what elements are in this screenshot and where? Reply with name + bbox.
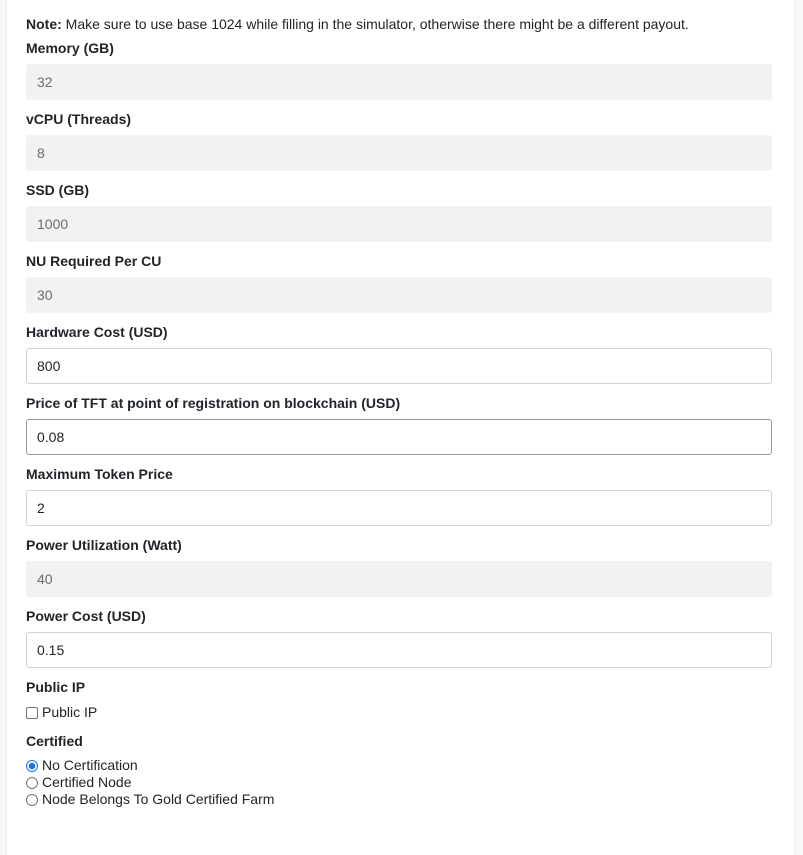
public-ip-field xyxy=(26,678,772,721)
gold-certified-farm-label[interactable]: Node Belongs To Gold Certified Farm xyxy=(42,791,275,807)
hardware-cost-field xyxy=(26,323,772,384)
vcpu-field xyxy=(26,110,772,171)
note-text xyxy=(26,15,689,33)
certified-label: Certified xyxy=(26,733,83,749)
nu-label: NU Required Per CU xyxy=(26,253,162,269)
note-body: Make sure to use base 1024 while filling in the simulator, otherwise there might be a different payout. xyxy=(61,16,689,32)
note-label: Note: xyxy=(26,16,62,32)
no-certification-label[interactable]: No Certification xyxy=(42,757,138,773)
radio-certified-node[interactable] xyxy=(26,777,38,789)
hardware-cost-label: Hardware Cost (USD) xyxy=(26,324,168,340)
form-card xyxy=(6,0,795,855)
power-cost-input[interactable]: 0.15 xyxy=(26,632,772,668)
certified-field xyxy=(26,732,772,808)
public-ip-option[interactable] xyxy=(26,704,772,721)
certification-option-certified-node[interactable] xyxy=(26,774,772,791)
power-cost-field xyxy=(26,607,772,668)
power-utilization-input[interactable]: 40 xyxy=(26,561,772,597)
certified-node-label[interactable]: Certified Node xyxy=(42,774,132,790)
nu-field xyxy=(26,252,772,313)
max-token-price-input[interactable]: 2 xyxy=(26,490,772,526)
ssd-field xyxy=(26,181,772,242)
memory-label: Memory (GB) xyxy=(26,40,114,56)
power-cost-label: Power Cost (USD) xyxy=(26,608,146,624)
vcpu-label: vCPU (Threads) xyxy=(26,111,132,127)
ssd-label: SSD (GB) xyxy=(26,182,89,198)
radio-gold-certified-farm[interactable] xyxy=(26,794,38,806)
hardware-cost-input[interactable]: 800 xyxy=(26,348,772,384)
ssd-input[interactable]: 1000 xyxy=(26,206,772,242)
max-token-price-label: Maximum Token Price xyxy=(26,466,173,482)
public-ip-label: Public IP xyxy=(26,679,86,695)
public-ip-checkbox-label[interactable]: Public IP xyxy=(42,704,98,720)
radio-no-certification[interactable] xyxy=(26,760,38,772)
power-utilization-field xyxy=(26,536,772,597)
tft-price-label: Price of TFT at point of registration on blockchain (USD) xyxy=(26,395,401,411)
power-utilization-label: Power Utilization (Watt) xyxy=(26,537,182,553)
public-ip-checkbox[interactable] xyxy=(26,707,38,719)
nu-input[interactable]: 30 xyxy=(26,277,772,313)
memory-field xyxy=(26,39,772,100)
max-token-price-field xyxy=(26,465,772,526)
memory-input[interactable]: 32 xyxy=(26,64,772,100)
vcpu-input[interactable]: 8 xyxy=(26,135,772,171)
certification-option-gold-farm[interactable] xyxy=(26,791,772,808)
tft-price-input[interactable]: 0.08 xyxy=(26,419,772,455)
certification-option-none[interactable] xyxy=(26,757,772,774)
tft-price-field xyxy=(26,394,772,455)
